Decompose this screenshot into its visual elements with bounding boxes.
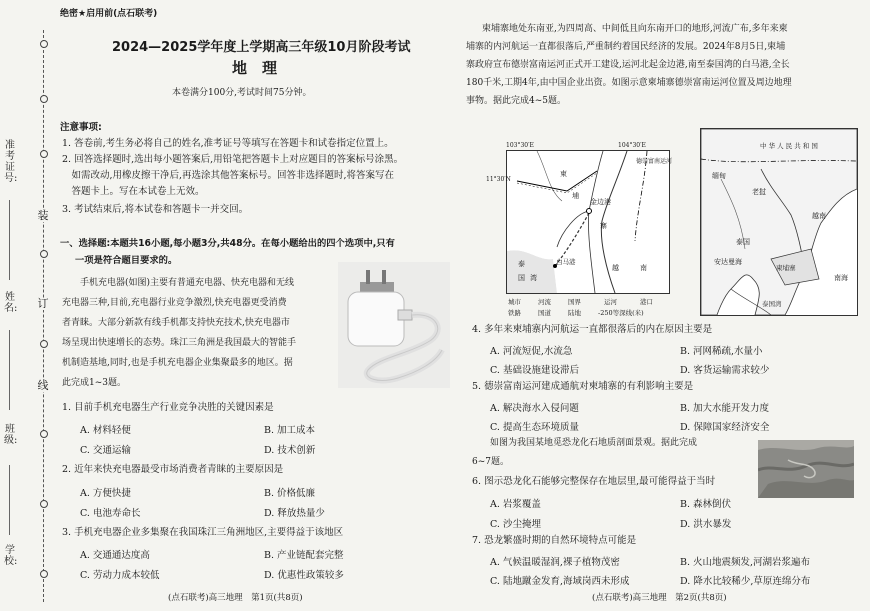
q1-option-b: B. 加工成本 [264,425,316,436]
q3-option-b: B. 产业链配套完整 [264,550,344,561]
legend-isobath: -250等深线(米) [598,309,644,317]
binding-hole [40,570,48,578]
region-vietnam: 越南 [812,212,826,220]
notice-title: 注意事项: [60,122,102,133]
binding-hole [40,500,48,508]
region-myanmar: 缅甸 [712,172,726,180]
map-place: 国 [518,274,525,282]
score-line: 本卷满分100分,考试时间75分钟。 [172,88,312,98]
legend-land: 陆地 [568,309,581,317]
charger-image [338,262,450,388]
legend-railway: 铁路 [508,309,521,317]
map-place: 越 [612,264,619,272]
map-place: 湾 [530,274,537,282]
notice-3: 3. 考试结束后,将本试卷和答题卡一并交回。 [62,204,249,215]
map-place: 埔 [572,192,579,200]
q1-stem: 1. 目前手机充电器生产行业竞争决胜的关键因素是 [62,402,274,413]
legend-city: 城市 [508,298,521,306]
region-map [700,128,858,316]
binding-mark-xian: 线 [37,379,49,392]
right-footer: (点石联考)高三地理 第2页(共8页) [592,593,727,603]
map-lon-2: 104°30′E [618,142,646,149]
map-place-canal: 德崇富南运河 [636,158,673,165]
q6-option-a: A. 岩浆覆盖 [490,499,541,510]
confidential-tag: 绝密★启用前(点石联考) [60,9,158,19]
map-place: 南 [640,264,647,272]
legend-port: 港口 [640,298,653,306]
intro-line: 180千米,工期4年,由中国企业出资。如图示意柬埔寨德崇富南运河位置及周边地理 [466,78,792,88]
legend-canal: 运河 [604,298,617,306]
q5-stem: 5. 德崇富南运河建成通航对柬埔寨的有利影响主要是 [472,381,694,392]
intro-line: 柬埔寨地处东南亚,为四周高、中间低且向东南开口的地形,河流广布,多年来柬 [482,24,788,34]
q1-option-d: D. 技术创新 [264,445,316,456]
q5-option-d: D. 保障国家经济安全 [680,422,770,433]
q2-option-a: A. 方便快捷 [80,488,131,499]
q4-option-d: D. 客货运输需求较少 [680,365,770,376]
binding-hole [40,430,48,438]
exam-number-label: 准考证号: [4,140,18,184]
region-china: 中 华 人 民 共 和 国 [760,142,818,150]
subject-title: 地 理 [232,59,278,77]
section-title-cont: 一项是符合题目要求的。 [75,255,178,266]
q7-option-d: D. 降水比较稀少,草原连绵分布 [680,576,811,587]
name-line [9,330,10,410]
passage-line: 机制造基地,同时,也是手机充电器企业集聚最多的地区。据 [62,358,293,368]
notice-2: 2. 回答选择题时,选出每小题答案后,用铅笔把答题卡上对应题目的答案标号涂黑。 [62,154,404,165]
q3-stem: 3. 手机充电器企业多集聚在我国珠江三角洲地区,主要得益于该地区 [62,527,344,538]
q2-option-b: B. 价格低廉 [264,488,316,499]
legend-road: 国道 [538,309,551,317]
q2-option-c: C. 电池寿命长 [80,508,141,519]
binding-hole [40,150,48,158]
legend-border: 国界 [568,298,581,306]
passage-line: 手机充电器(如图)主要有普通充电器、快充电器和无线 [80,278,295,288]
map-lon-1: 103°30′E [506,142,534,149]
q5-option-a: A. 解决海水入侵问题 [490,403,579,414]
q4-option-b: B. 河网稀疏,水量小 [680,346,763,357]
q3-option-a: A. 交通通达度高 [80,550,150,561]
map-place: 泰 [518,260,525,268]
q4-option-c: C. 基础设施建设滞后 [490,365,579,376]
intro-line: 埔寨的内河航运一直都很落后,严重制约着国民经济的发展。2024年8月5日,柬埔 [466,42,786,52]
q6-stem: 6. 图示恐龙化石能够完整保存在地层里,最可能得益于当时 [472,476,716,487]
binding-hole [40,95,48,103]
q1-option-c: C. 交通运输 [80,445,131,456]
q5-option-c: C. 提高生态环境质量 [490,422,579,433]
q4-stem: 4. 多年来柬埔寨内河航运一直都很落后的内在原因主要是 [472,324,713,335]
intro-line: 寨政府宣布德崇富南运河正式开工建设,运河北起金边港,南至泰国湾的白马港,全长 [466,60,790,70]
photo-intro-cont: 6~7题。 [472,457,509,467]
q3-option-d: D. 优惠性政策较多 [264,570,344,581]
map-place: 柬 [560,170,567,178]
map-place-jinbian: 金边港 [590,198,611,206]
region-south-sea: 南海 [834,274,848,282]
q6-option-b: B. 森林倒伏 [680,499,732,510]
q1-option-a: A. 材料轻便 [80,425,131,436]
q3-option-c: C. 劳动力成本较低 [80,570,160,581]
q7-option-c: C. 陆地蹴金发育,海域岗西未形成 [490,576,630,587]
binding-mark-ding: 订 [37,297,49,310]
q7-stem: 7. 恐龙繁盛时期的自然环境特点可能是 [472,535,637,546]
region-cambodia: 柬埔寨 [776,264,796,272]
q2-option-d: D. 释放热量少 [264,508,325,519]
q6-option-c: C. 沙尘掩埋 [490,519,541,530]
notice-1: 1. 答卷前,考生务必将自己的姓名,准考证号等填写在答题卡和试卷指定位置上。 [62,138,394,149]
region-thailand: 泰国 [736,238,750,246]
passage-line: 此完成1~3题。 [62,378,126,388]
binding-hole [40,40,48,48]
map-place-baima: 白马港 [556,258,576,266]
intro-line: 事物。据此完成4~5题。 [466,96,566,106]
region-andaman: 安达曼海 [714,258,742,266]
class-line [9,465,10,535]
binding-dashed-line [43,30,44,602]
q7-option-b: B. 火山地震频发,河湖岩浆遍布 [680,557,811,568]
q2-stem: 2. 近年来快充电器最受市场消费者青睐的主要原因是 [62,464,284,475]
binding-mark-zhuang: 装 [37,209,49,222]
q5-option-b: B. 加大水能开发力度 [680,403,770,414]
school-label: 学校: [4,545,18,567]
photo-intro: 如图为我国某地觅恐龙化石地质剖面景观。据此完成 [490,438,698,448]
class-label: 班级: [4,424,18,446]
passage-line: 充电器三种,目前,充电器行业竞争激烈,快充电器更受消费 [62,298,287,308]
left-footer: (点石联考)高三地理 第1页(共8页) [168,593,303,603]
q6-option-d: D. 洪水暴发 [680,519,732,530]
name-label: 姓名: [4,292,18,314]
map-place: 寨 [600,222,607,230]
binding-hole [40,340,48,348]
passage-line: 场呈现出快速增长的态势。珠江三角洲是我国最大的智能手 [62,338,297,348]
exam-title: 2024—2025学年度上学期高三年级10月阶段考试 [112,40,411,55]
region-gulf: 泰国湾 [762,300,782,308]
binding-strip [0,0,52,611]
region-laos: 老挝 [752,188,766,196]
legend-river: 河流 [538,298,551,306]
q4-option-a: A. 河流短促,水流急 [490,346,573,357]
exam-number-line [9,200,10,280]
notice-2-cont2: 答题卡上。写在本试卷上无效。 [62,186,205,197]
map-lat: 11°30′N [486,176,511,183]
notice-2-cont: 如需改动,用橡皮擦干净后,再选涂其他答案标号。回答非选择题时,将答案写在 [62,170,395,181]
binding-hole [40,250,48,258]
q7-option-a: A. 气候温暖湿润,裸子植物茂密 [490,557,620,568]
passage-line: 者青睐。大部分新款有线手机都支持快充技术,快充电器市 [62,318,290,328]
section-title: 一、选择题:本题共16小题,每小题3分,共48分。在每小题给出的四个选项中,只有 [60,238,395,249]
dinosaur-fossil-photo [758,440,854,498]
